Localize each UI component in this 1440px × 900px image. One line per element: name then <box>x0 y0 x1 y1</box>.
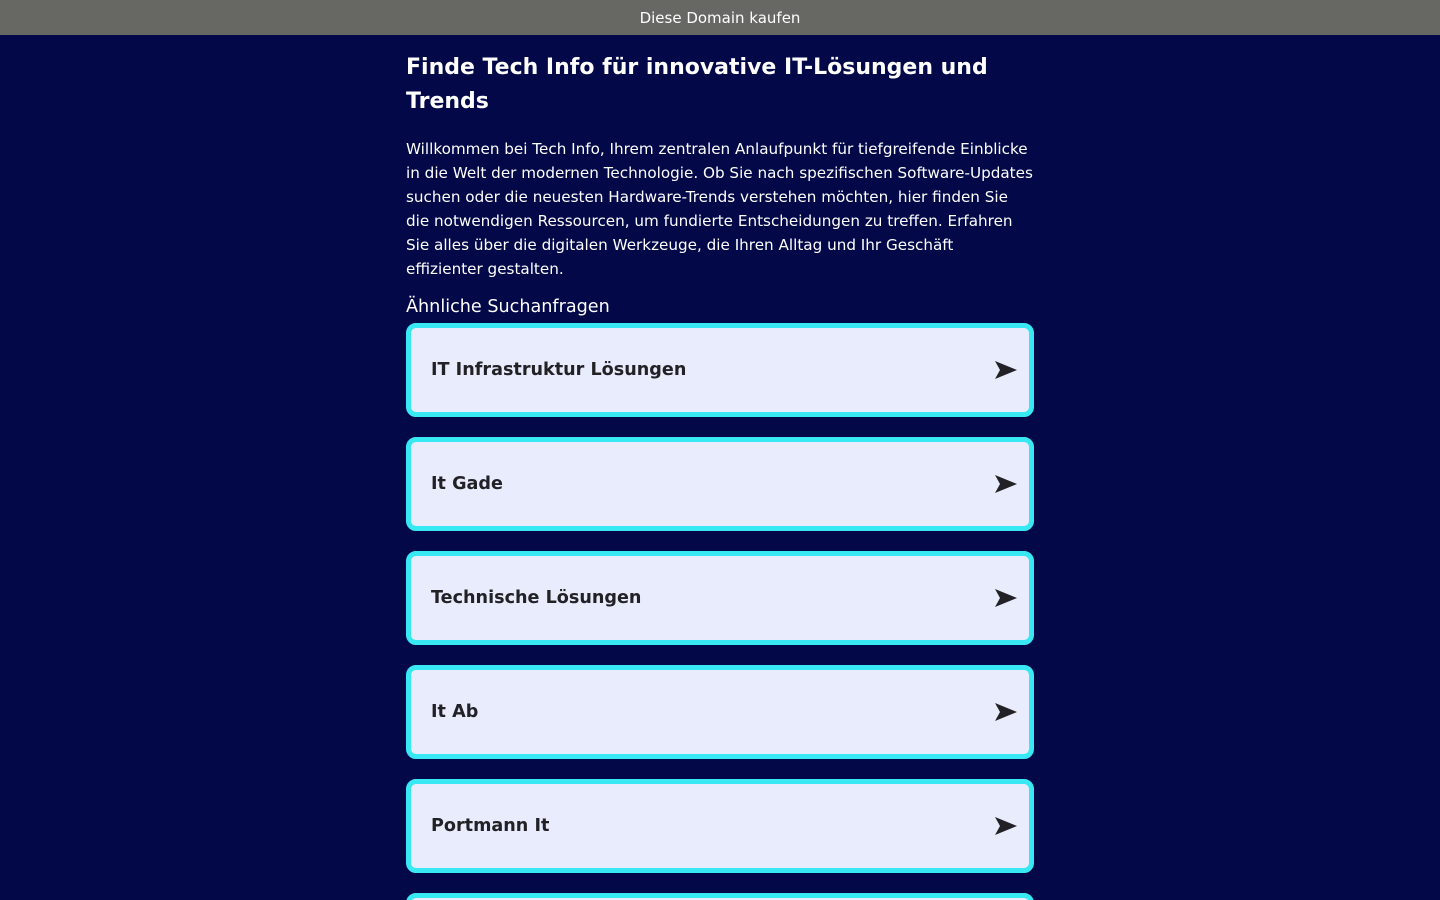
related-searches-list <box>406 323 1034 900</box>
main-content <box>406 35 1034 900</box>
related-search-label: IT Infrastruktur Lösungen <box>431 360 687 380</box>
arrow-right-icon <box>995 817 1017 835</box>
buy-domain-bar[interactable] <box>0 0 1440 35</box>
intro-text: Willkommen bei Tech Info, Ihrem zentralen Anlaufpunkt für tiefgreifende Einblicke in die Welt der modernen Technologie. Ob Sie nach spezifischen Software-Updates suchen oder die neuesten Hardware-Trends verstehen möchten, hier finden Sie die notwendigen Ressourcen, um fundierte Entscheidungen zu treffen. Erfahren Sie alles über die digitalen Werkzeuge, die Ihren Alltag und Ihr Geschäft effizienter gestalten. <box>406 140 1033 278</box>
page-title: Finde Tech Info für innovative IT-Lösungen und Trends <box>406 55 988 114</box>
related-search-link[interactable] <box>406 551 1034 645</box>
related-search-link[interactable] <box>406 437 1034 531</box>
related-search-link[interactable] <box>406 665 1034 759</box>
related-search-link[interactable] <box>406 779 1034 873</box>
related-search-label: It Ab <box>431 702 479 722</box>
arrow-right-icon <box>995 589 1017 607</box>
arrow-right-icon <box>995 703 1017 721</box>
arrow-right-icon <box>995 475 1017 493</box>
arrow-right-icon <box>995 361 1017 379</box>
buy-domain-label: Diese Domain kaufen <box>639 8 801 27</box>
related-search-label: Portmann It <box>431 816 550 836</box>
related-search-link[interactable] <box>406 323 1034 417</box>
related-searches-heading: Ähnliche Suchanfragen <box>406 297 610 317</box>
related-search-label: Technische Lösungen <box>431 588 642 608</box>
related-search-label: It Gade <box>431 474 503 494</box>
related-search-link[interactable] <box>406 893 1034 900</box>
